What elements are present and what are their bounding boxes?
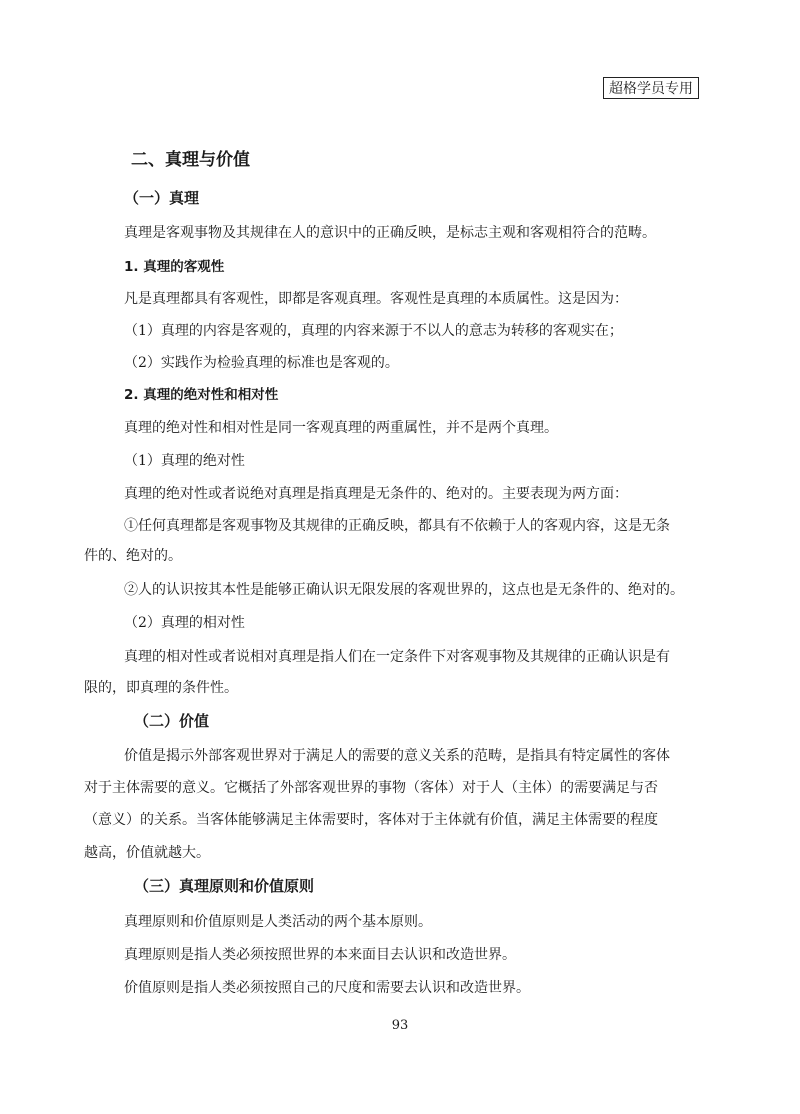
page-number: 93 [391,1018,409,1033]
list-item: （2）实践作为检验真理的标准也是客观的。 [124,355,399,371]
topic-title-absoluteness: 2. 真理的绝对性和相对性 [124,387,279,403]
paragraph: 越高，价值就越大。 [84,845,210,861]
paragraph: ②人的认识按其本性是能够正确认识无限发展的客观世界的，这点也是无条件的、绝对的。 [124,582,684,598]
paragraph: 真理的绝对性或者说绝对真理是指真理是无条件的、绝对的。主要表现为两方面： [124,486,628,502]
paragraph: 件的、绝对的。 [84,548,182,564]
paragraph: （意义）的关系。当客体能够满足主体需要时，客体对于主体就有价值，满足主体需要的程度 [84,812,658,828]
paragraph: 真理原则和价值原则是人类活动的两个基本原则。 [124,914,432,930]
paragraph: 真理原则是指人类必须按照世界的本来面目去认识和改造世界。 [124,947,516,963]
paragraph: 凡是真理都具有客观性，即都是客观真理。客观性是真理的本质属性。这是因为： [124,291,628,307]
paragraph: ①任何真理都是客观事物及其规律的正确反映，都具有不依赖于人的客观内容，这是无条 [124,518,670,534]
paragraph: 真理的相对性或者说相对真理是指人们在一定条件下对客观事物及其规律的正确认识是有 [124,649,670,665]
subsection-title-truth: （一）真理 [124,189,200,207]
sub-topic-title: （1）真理的绝对性 [124,453,245,469]
paragraph: 真理的绝对性和相对性是同一客观真理的两重属性，并不是两个真理。 [124,420,558,436]
paragraph: 真理是客观事物及其规律在人的意识中的正确反映，是标志主观和客观相符合的范畴。 [124,225,656,241]
paragraph: 价值是揭示外部客观世界对于满足人的需要的意义关系的范畴，是指具有特定属性的客体 [124,748,670,764]
paragraph: 对于主体需要的意义。它概括了外部客观世界的事物（客体）对于人（主体）的需要满足与否 [84,780,658,796]
topic-title-objectivity: 1. 真理的客观性 [124,259,225,275]
list-item: （1）真理的内容是客观的，真理的内容来源于不以人的意志为转移的客观实在； [124,323,623,339]
section-heading: 二、真理与价值 [131,150,250,170]
paragraph: 价值原则是指人类必须按照自己的尺度和需要去认识和改造世界。 [124,980,530,996]
sub-topic-title: （2）真理的相对性 [124,615,245,631]
subsection-title-value: （二）价值 [134,712,210,730]
paragraph: 限的，即真理的条件性。 [84,680,238,696]
exclusive-badge: 超格学员专用 [603,77,699,99]
subsection-title-principles: （三）真理原则和价值原则 [134,877,315,895]
